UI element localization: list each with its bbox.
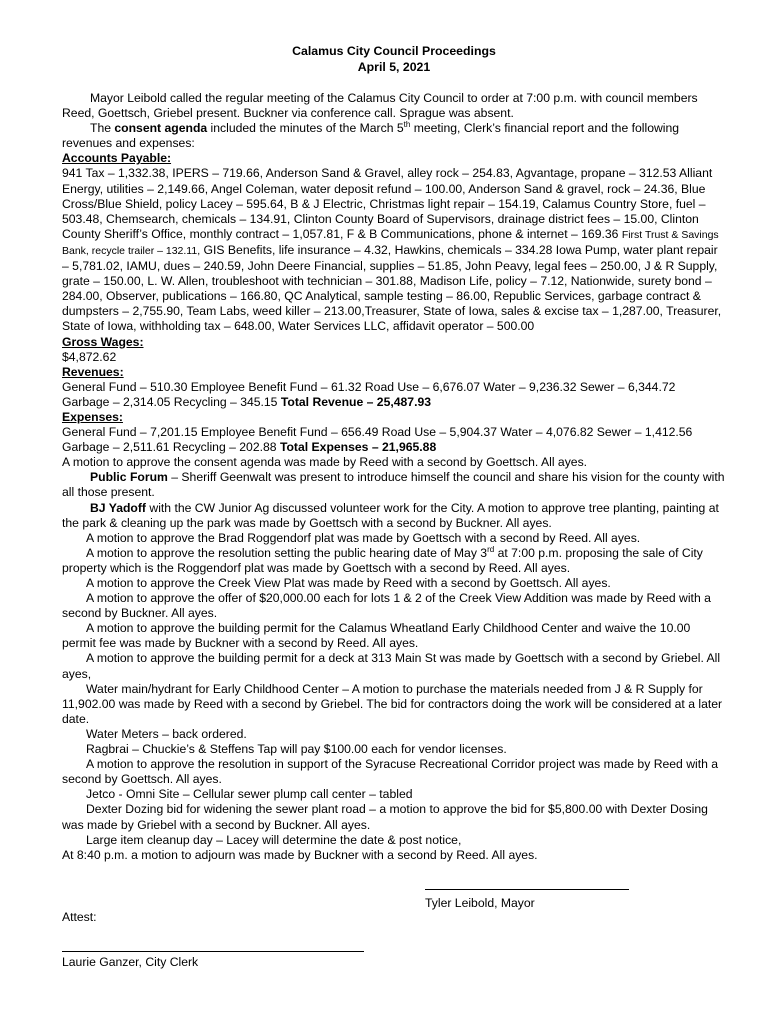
cleanup-paragraph: Large item cleanup day – Lacey will determine the date & post notice, [86,832,462,847]
dexter-motion: Dexter Dozing bid for widening the sewer plant road – a motion to approve the bid for $5,800.00 with Dexter Dosing was made by Griebel with a second by Buckner. All ayes. [62,802,708,832]
center-permit-motion: A motion to approve the building permit for the Calamus Wheatland Early Childhood Center and waive the 10.00 permit fee was made by Buckner with a second by Reed. All ayes. [62,621,691,651]
accounts-payable-list: 941 Tax – 1,332.38, IPERS – 719.66, Anderson Sand & Gravel, alley rock – 254.83, Agvantage, propane – 312.53 Alliant Energy, utilities – 2,149.66, Angel Coleman, water deposit refund – 100.00, Anderson Sand & gravel, rock – 24.36, Blue Cross/Blue Shield, policy Lacey – 595.64, B & J Electric, Christmas light repair – 154.19, Calamus Country Store, fuel – 503.48, Chemsearch, chemicals – 134.91, Clinton County Board of Supervisors, drainage district fees – 15.00, Clinton County Sheriff’s Office, monthly contract – 1,057.81, F & B Communications, phone & internet – 169.36 First Trust & Savings Bank, recycle trailer – 132.11, GIS Benefits, life insurance – 4.32, Hawkins, chemicals – 334.28 Iowa Pump, water plant repair – 5,781.02, IAMU, dues – 240.59, John Deere Financial, supplies – 51.85, John Peavy, legal fees – 250.00, J & R Supply, grate – 150.00, L. W. Allen, troubleshoot with technician – 301.88, Madison Life, policy – 7.12, Nationwide, surety bond – 284.00, Observer, publications – 166.80, QC Analytical, sample testing – 86.00, Republic Services, garbage contract & dumpsters – 2,755.90, Team Labs, weed killer – 213.00,Treasurer, State of Iowa, sales & excise tax – 1,287.00, Treasurer, State of Iowa, withholding tax – 648.00, Water Services LLC, affidavit operator – 500.00 [62,166,722,334]
creek-view-offer-motion: A motion to approve the offer of $20,000.00 each for lots 1 & 2 of the Creek View Addition was made by Reed with a second by Buckner. All ayes. [62,591,711,621]
plat-motion: A motion to approve the Brad Roggendorf plat was made by Goettsch with a second by Reed. All ayes. [86,530,641,545]
document-title: Calamus City Council Proceedings [292,44,496,58]
revenues-list: General Fund – 510.30 Employee Benefit Fund – 61.32 Road Use – 6,676.07 Water – 9,236.32 Sewer – 6,344.72 Garbage – 2,314.05 Recycling – 345.15 Total Revenue – 25,487.93 [62,379,676,409]
syracuse-motion: A motion to approve the resolution in support of the Syracuse Recreational Corridor project was made by Reed with a second by Goettsch. All ayes. [62,757,719,787]
gross-wages-heading: Gross Wages: [62,334,144,349]
title-block [62,44,726,75]
creek-view-plat-motion: A motion to approve the Creek View Plat was made by Reed with a second by Goettsch. All ayes. [86,576,611,590]
mayor-name: Tyler Leibold, Mayor [425,896,535,910]
document-page [62,44,726,863]
clerk-signature-line [62,951,364,952]
document-date: April 5, 2021 [357,59,431,74]
accounts-payable-heading: Accounts Payable: [62,151,172,166]
total-revenue: Total Revenue – 25,487.93 [280,394,432,409]
adjourn-motion: At 8:40 p.m. a motion to adjourn was made by Buckner with a second by Reed. All ayes. [62,847,538,862]
ragbrai-paragraph: Ragbrai – Chuckie’s & Steffens Tap will pay $100.00 each for vendor licenses. [86,742,507,757]
gross-wages-value: $4,872.62 [62,349,117,364]
expenses-list: General Fund – 7,201.15 Employee Benefit Fund – 656.49 Road Use – 5,904.37 Water – 4,076.82 Sewer – 1,412.56 Garbage – 2,511.61 Recycling – 202.88 Total Expenses – 21,965.88 [62,425,693,455]
total-expenses: Total Expenses – 21,965.88 [279,440,437,455]
expenses-heading: Expenses: [62,409,123,424]
jetco-paragraph: Jetco - Omni Site – Cellular sewer plump call center – tabled [86,787,413,802]
consent-motion: A motion to approve the consent agenda was made by Reed with a second by Goettsch. All ayes. [62,455,588,470]
mayor-signature-line [425,889,629,890]
hearing-motion: A motion to approve the resolution setting the public hearing date of May 3rd at 7:00 p.m. proposing the sale of City property which is the Roggendorf plat was made by Goettsch with a second by Reed. All ayes. [62,544,703,575]
consent-agenda-label: consent agenda [114,121,208,136]
water-main-paragraph: Water main/hydrant for Early Childhood Center – A motion to purchase the materials needed from J & R Supply for 11,902.00 was made by Reed with a second by Griebel. The bid for contractors doing the work will be considered at a later date. [62,681,723,726]
deck-permit-motion: A motion to approve the building permit for a deck at 313 Main St was made by Goettsch with a second by Griebel. All ayes, [62,651,721,681]
water-meters-paragraph: Water Meters – back ordered. [86,726,247,741]
yadoff-paragraph: BJ Yadoff with the CW Junior Ag discussed volunteer work for the City. A motion to approve tree planting, painting at the park & cleaning up the park was made by Goettsch with a second by Buckner. All ayes. [62,500,719,530]
public-forum-paragraph: Public Forum – Sheriff Geenwalt was present to introduce himself the council and share his vision for the county with all those present. [62,470,725,500]
attest-label: Attest: [62,910,97,924]
consent-agenda-paragraph: The consent agenda included the minutes of the March 5th meeting, Clerk’s financial report and the following revenues and expenses: [62,120,680,151]
clerk-name: Laurie Ganzer, City Clerk [62,955,199,969]
revenues-heading: Revenues: [62,364,124,379]
opening-paragraph: Mayor Leibold called the regular meeting of the Calamus City Council to order at 7:00 p.m. with council members Reed, Goettsch, Griebel present. Buckner via conference call. Sprague was absent. [62,91,698,121]
